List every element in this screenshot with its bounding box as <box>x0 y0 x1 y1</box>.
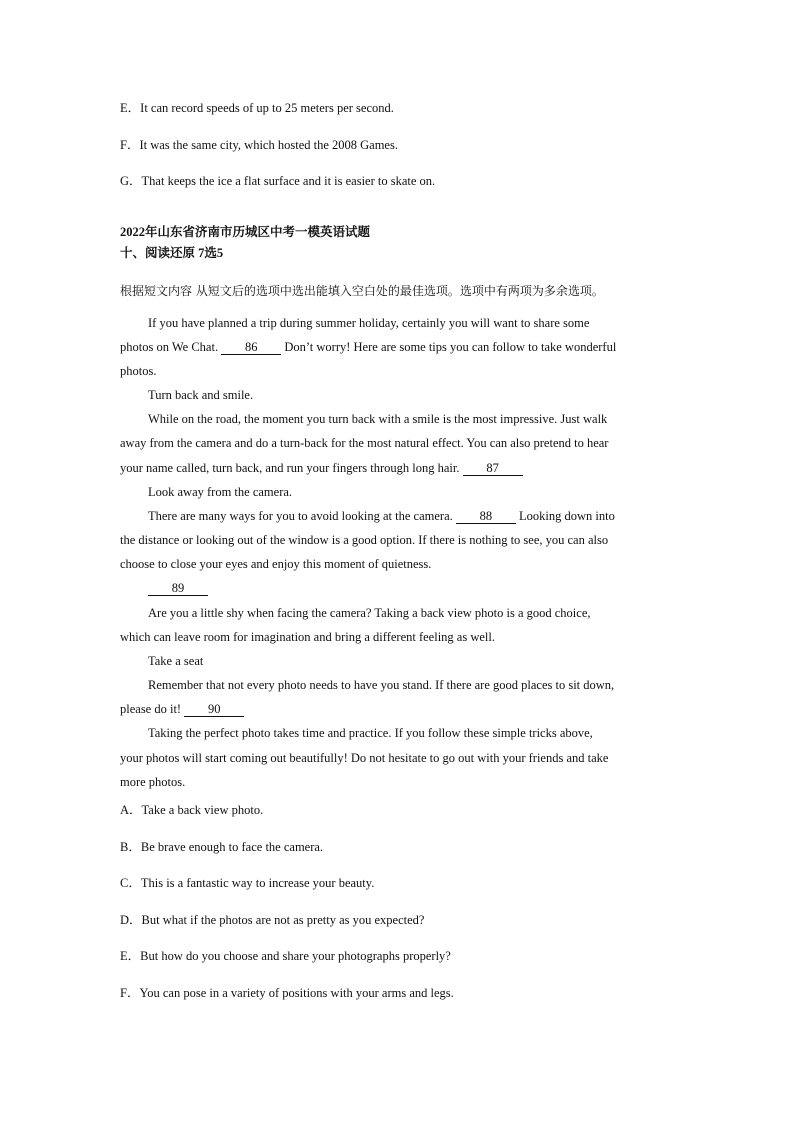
passage-line: Remember that not every photo needs to have you stand. If there are good places to sit down, <box>148 678 615 692</box>
subheading-turn-back: Turn back and smile. <box>148 388 254 402</box>
passage-line: While on the road, the moment you turn back with a smile is the most impressive. Just walk <box>148 412 608 426</box>
passage-line: Are you a little shy when facing the camera? Taking a back view photo is a good choice, <box>148 606 591 620</box>
blank-89[interactable]: 89 <box>148 581 208 596</box>
section-title: 十、阅读还原 7选5 <box>120 246 224 260</box>
prev-option-g: G．That keeps the ice a flat surface and it is easier to skate on. <box>120 174 436 188</box>
blank-86[interactable]: 86 <box>221 340 281 355</box>
passage-line: photos. <box>120 364 157 378</box>
passage-line: away from the camera and do a turn-back for the most natural effect. You can also pretend to hear <box>120 436 609 450</box>
passage-line: please do it! 90 <box>120 701 244 717</box>
passage-line: your photos will start coming out beautifully! Do not hesitate to go out with your friends and take <box>120 751 609 765</box>
blank-87[interactable]: 87 <box>463 461 523 476</box>
blank-90[interactable]: 90 <box>184 702 244 717</box>
passage-line: your name called, turn back, and run your fingers through long hair. 87 <box>120 460 523 476</box>
instructions: 根据短文内容 从短文后的选项中选出能填入空白处的最佳选项。选项中有两项为多余选项。 <box>120 284 604 298</box>
passage-line: photos on We Chat. 86 Don’t worry! Here are some tips you can follow to take wonderful <box>120 340 617 354</box>
passage-line: There are many ways for you to avoid looking at the camera. 88 Looking down into <box>148 509 615 523</box>
subheading-look-away: Look away from the camera. <box>148 485 293 499</box>
option-d: D．But what if the photos are not as pretty as you expected? <box>120 913 425 927</box>
passage-line: more photos. <box>120 775 186 789</box>
prev-option-e: E．It can record speeds of up to 25 meters per second. <box>120 101 394 115</box>
option-f: F．You can pose in a variety of positions with your arms and legs. <box>120 986 454 1000</box>
passage-line: choose to close your eyes and enjoy this moment of quietness. <box>120 557 432 571</box>
option-e: E．But how do you choose and share your photographs properly? <box>120 949 451 963</box>
passage-line: the distance or looking out of the window is a good option. If there is nothing to see, you can also <box>120 533 609 547</box>
passage-line <box>148 580 208 596</box>
passage-line: If you have planned a trip during summer holiday, certainly you will want to share some <box>148 316 590 330</box>
passage-line: Taking the perfect photo takes time and practice. If you follow these simple tricks above, <box>148 726 593 740</box>
prev-option-f: F．It was the same city, which hosted the 2008 Games. <box>120 138 398 152</box>
subheading-take-a-seat: Take a seat <box>148 654 204 668</box>
option-b: B．Be brave enough to face the camera. <box>120 840 324 854</box>
blank-88[interactable]: 88 <box>456 509 516 524</box>
exam-title: 2022年山东省济南市历城区中考一模英语试题 <box>120 225 371 239</box>
option-c: C．This is a fantastic way to increase your beauty. <box>120 876 375 890</box>
passage-line: which can leave room for imagination and bring a different feeling as well. <box>120 630 495 644</box>
option-a: A．Take a back view photo. <box>120 803 264 817</box>
